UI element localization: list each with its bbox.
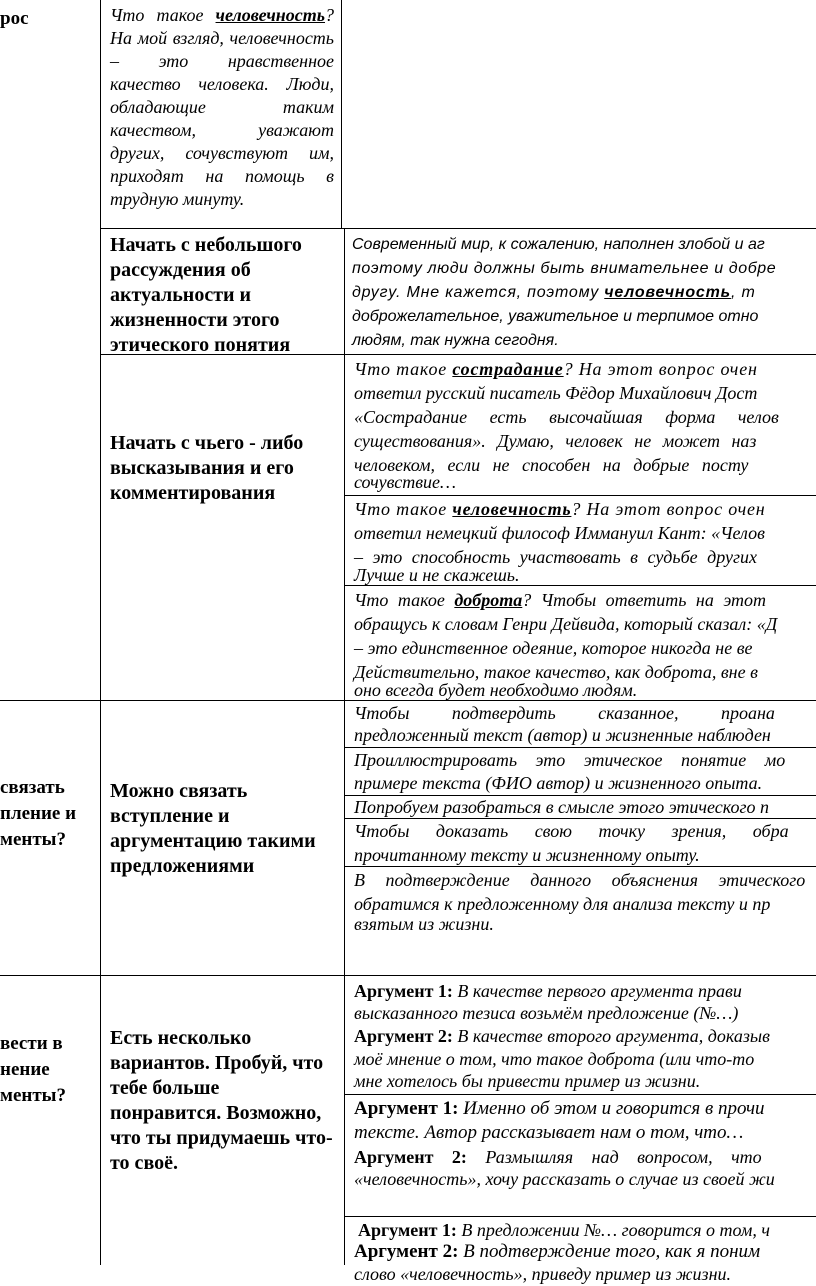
kant-line3: – это способность участвовать в судьбе других [354,547,757,567]
kindness-line1: Что такое доброта? Чтобы ответить на этот [354,590,767,610]
humanity-def-term: человечность [215,5,325,25]
connector-3-line1: Попробуем разобраться в смысле этого этического п [354,797,770,817]
connector-4-line1: Чтобы доказать свою точку зрения, обра [354,821,789,841]
label-start-quote: Начать с чьего - либо высказывания и его комментирования [110,432,304,504]
modern-world-line4: доброжелательное, уважительное и терпимое отно [352,308,759,325]
args3-a1-line1: Аргумент 1: В предложении №… говорится о том, ч [358,1220,770,1240]
connector-2-line2: примере текста (ФИО автор) и жизненного опыта. [354,773,763,793]
connector-4-line2: прочитанному тексту и жизненному опыту. [354,845,700,865]
humanity-definition [110,4,334,211]
args1-a1-line2: высказанного тезиса возьмём предложение (№…) [354,1003,739,1023]
kindness-line5: оно всегда будет необходимо людям. [354,680,638,700]
compassion-line3: «Сострадание есть высочайшая форма челов [354,407,779,427]
connector-5-line3: взятым из жизни. [354,914,494,934]
args2-a2-label: Аргумент 2: [354,1147,467,1167]
modern-world-line1: Современный мир, к сожалению, наполнен злобой и аг [352,236,765,253]
left-row-connect-line1: связать [0,777,65,798]
compassion-line6: сочувствие… [354,472,457,492]
connector-5-line1: В подтверждение данного объяснения этического [354,870,806,890]
modern-world-line2: поэтому люди должны быть внимательнее и добре [352,260,777,277]
label-argument-variants: Есть несколько вариантов. Пробуй, что тебе больше понравится. Возможно, что ты придумаешь что-то своё. [110,1027,333,1174]
kindness-line2: обращусь к словам Генри Дейвида, который сказал: «Д [354,614,778,634]
left-header-fragment: рос [0,8,29,29]
args2-a1-label: Аргумент 1: [354,1098,459,1119]
humanity-def-after: ? На мой взгляд, человечность – это нравственное качество человека. Люди, обладающие таким качеством, уважают других, сочувствуют им, приходят на помощь в трудную минуту. [110,5,334,209]
kant-term: человечность [452,499,572,519]
args1-a2-line2: моё мнение о том, что такое доброта (или что-то [354,1049,755,1069]
row-line-12 [344,1216,816,1217]
connector-1-line1: Чтобы подтвердить сказанное, проана [354,703,775,723]
left-row-args-line1: вести в [0,1033,63,1054]
compassion-term: сострадание [452,359,564,379]
kant-line2: ответил немецкий философ Иммануил Кант: «Челов [354,523,765,543]
args1-a2-label: Аргумент 2: [354,1026,453,1046]
connector-5-line2: обратимся к предложенному для анализа тексту и пр [354,894,771,914]
label-start-reasoning: Начать с небольшого рассуждения об актуальности и жизненности этого этического понятия [110,234,302,356]
connector-1-line2: предложенный текст (автор) и жизненные наблюден [354,725,771,745]
args1-a2-line1: Аргумент 2: В качестве второго аргумента, доказыв [354,1026,770,1046]
args2-a2-line2: «человечность», хочу рассказать о случае из своей жи [354,1169,775,1189]
compassion-line1: Что такое сострадание? На этот вопрос очен [354,359,758,379]
args2-a2-line1: Аргумент 2: Размышляя над вопросом, что [354,1147,762,1167]
connector-2-line1: Проиллюстрировать это этическое понятие мо [354,750,786,770]
kant-line4: Лучше и не скажешь. [354,565,520,585]
args1-a1-label: Аргумент 1: [354,981,453,1001]
args3-a1-label: Аргумент 1: [358,1220,457,1240]
compassion-line5: человеком, если не способен на добрые посту [354,455,749,475]
kindness-term: доброта [454,590,523,610]
left-row-args-line2: нение [0,1059,50,1080]
compassion-line2: ответил русский писатель Фёдор Михайлович Дост [354,383,758,403]
args3-a2-line1: Аргумент 2: В подтверждение того, как я поним [354,1241,761,1262]
left-row-connect-line2: пление и [0,803,77,824]
kant-line1: Что такое человечность? На этот вопрос очен [354,499,766,519]
col-divider-right-top [341,0,342,228]
args2-a1-line1: Аргумент 1: Именно об этом и говорится в прочи [354,1098,765,1119]
compassion-line4: существования». Думаю, человек не может наз [354,431,757,451]
left-row-connect-line3: менты? [0,829,66,850]
modern-world-line5: людям, так нужна сегодня. [352,332,559,349]
args3-a2-label: Аргумент 2: [354,1241,459,1262]
args1-a1-line1: Аргумент 1: В качестве первого аргумента прави [354,981,742,1001]
row-line-10 [0,975,816,976]
humanity-def-before: Что такое [110,5,216,25]
kindness-line4: Действительно, такое качество, как доброта, вне в [354,662,758,682]
label-connect-intro: Можно связать вступление и аргументацию такими предложениями [110,780,316,877]
row-line-11 [344,1094,816,1095]
modern-world-term: человечность [604,284,731,301]
args1-a2-line3: мне хотелось бы привести пример из жизни. [354,1071,701,1091]
left-row-args-line3: менты? [0,1085,66,1106]
kindness-line3: – это единственное одеяние, которое никогда не ве [354,638,753,658]
args2-a1-line2: тексте. Автор рассказывает нам о том, что… [354,1122,744,1143]
modern-world-line3: другу. Мне кажется, поэтому человечность, т [352,284,756,301]
col-divider-left [100,0,101,1265]
args3-a2-line2: слово «человечность», приведу пример из жизни. [354,1264,731,1284]
row-line-1 [100,228,816,229]
row-line-3 [344,495,816,496]
